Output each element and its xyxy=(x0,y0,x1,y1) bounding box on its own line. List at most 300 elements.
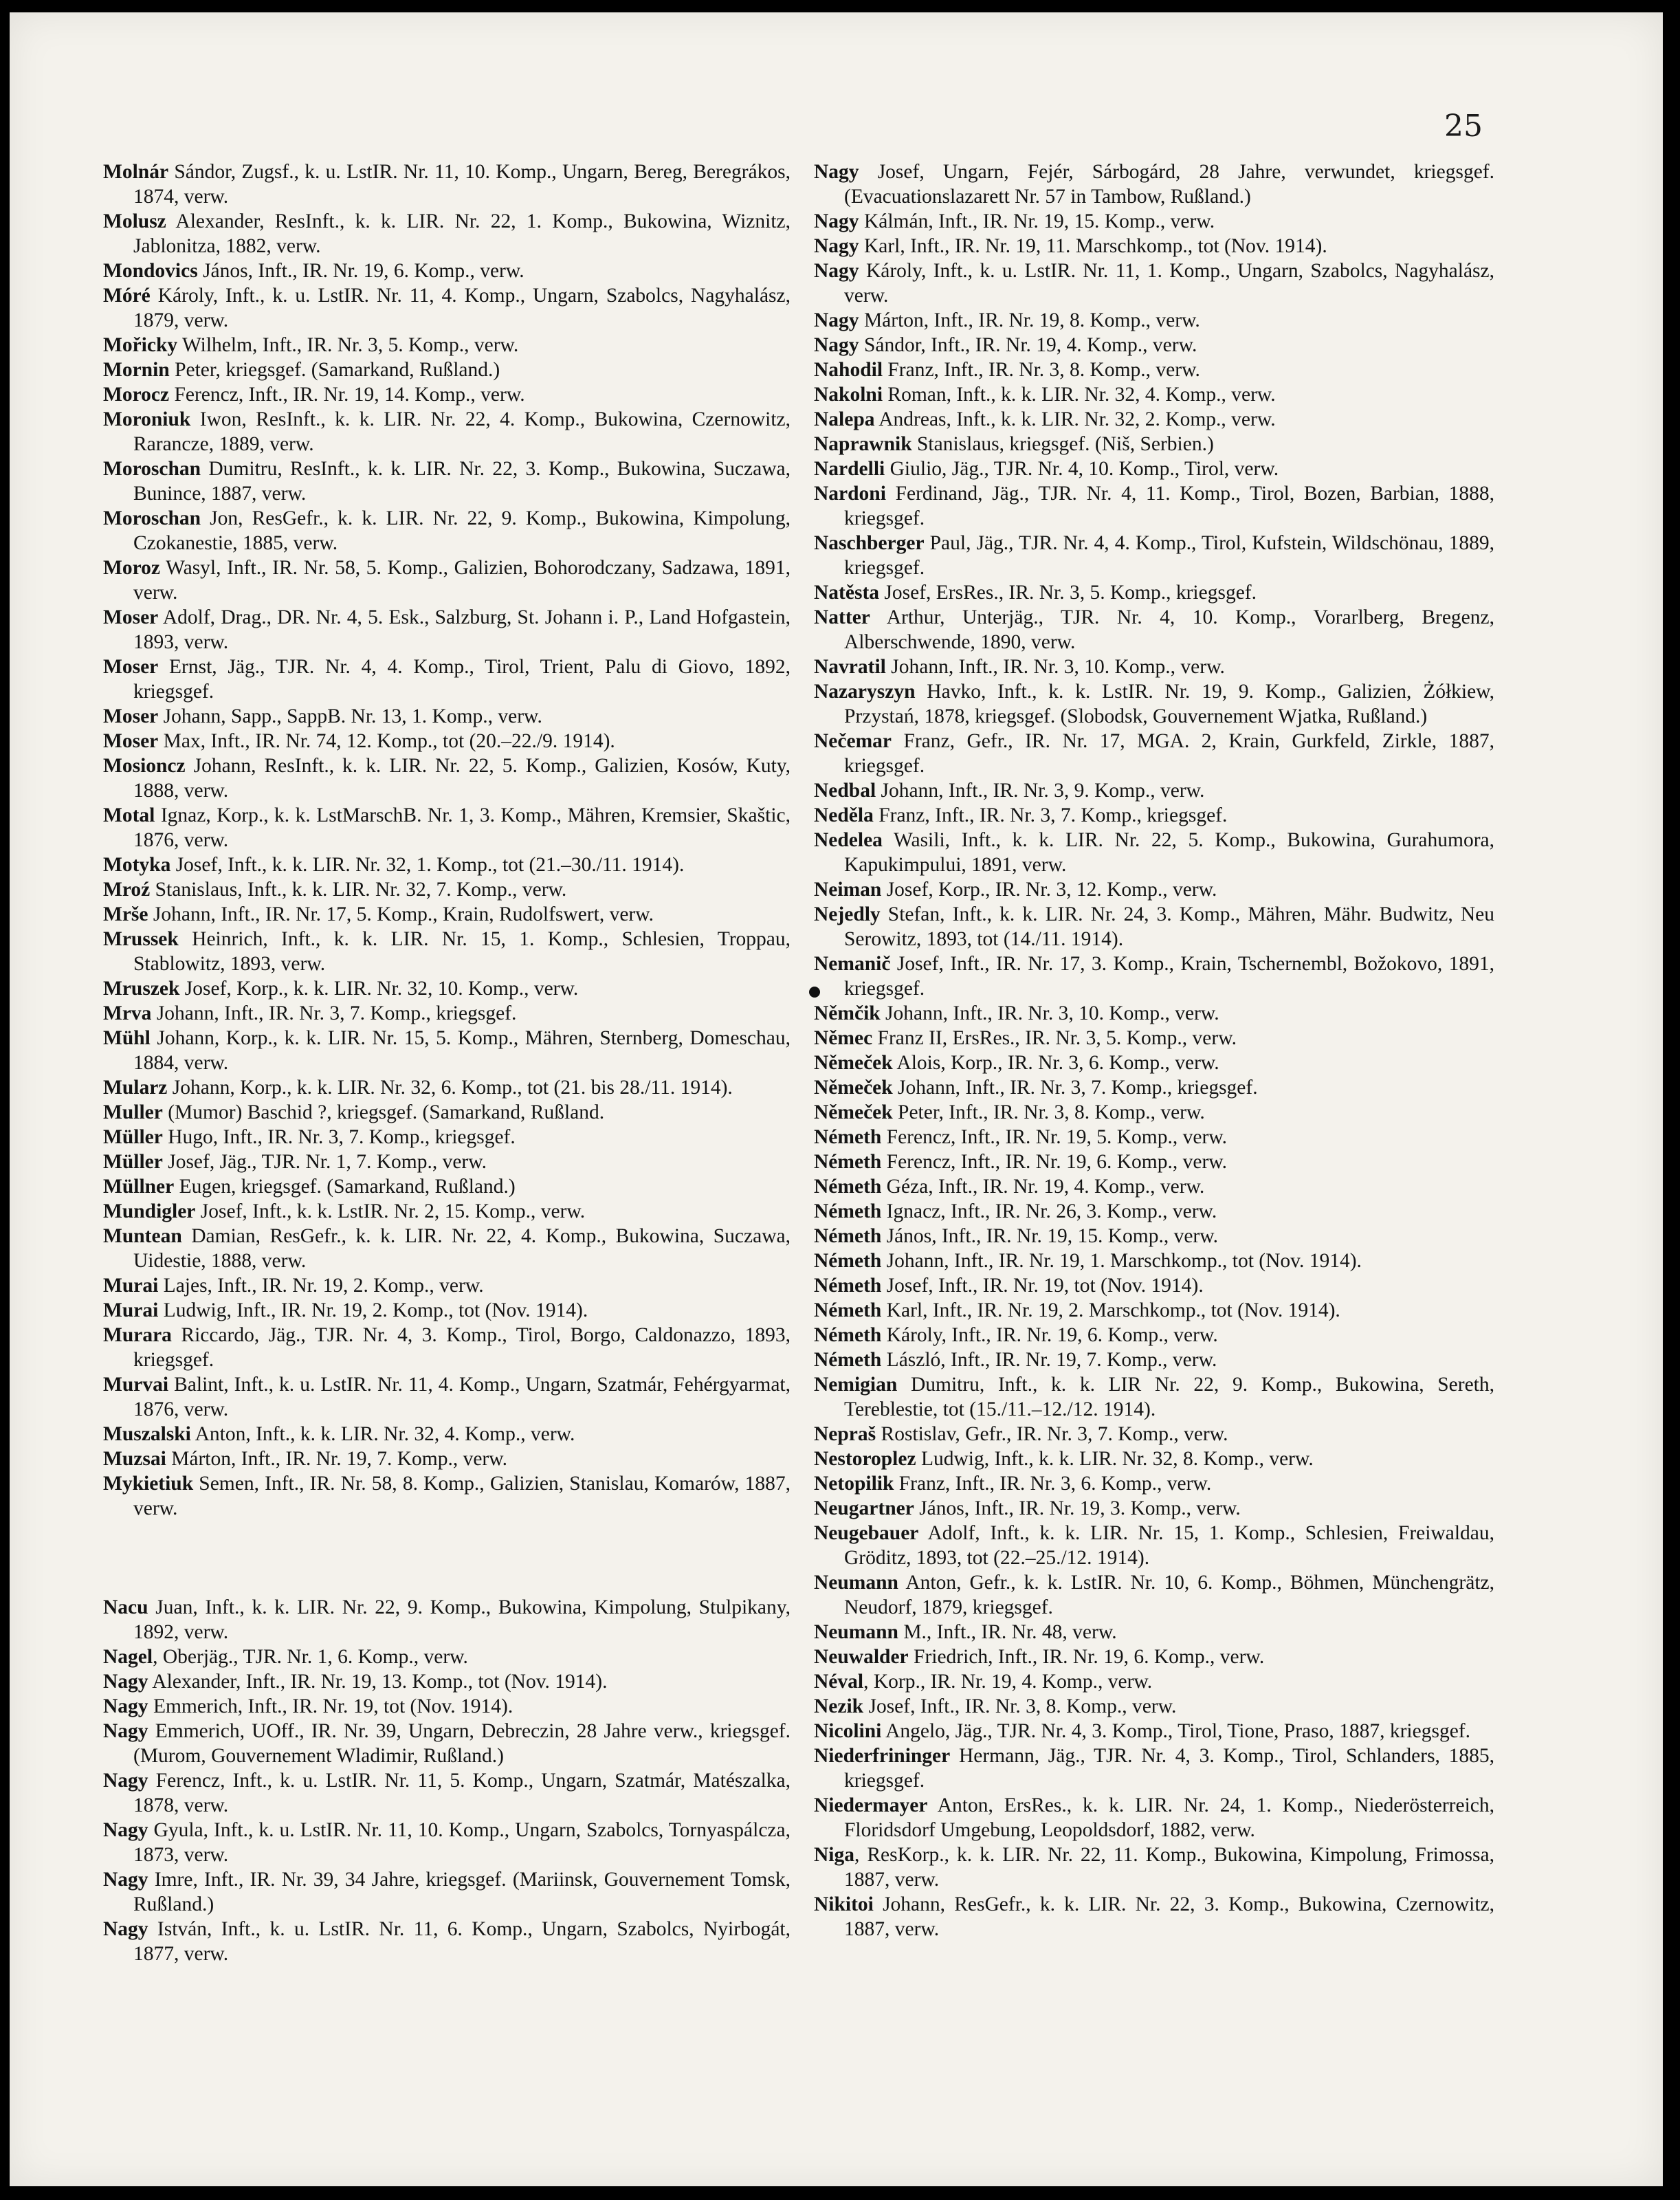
register-entry xyxy=(103,1595,791,1644)
entry-surname: Murai xyxy=(103,1299,159,1321)
entry-surname: Muntean xyxy=(103,1225,182,1247)
register-entry xyxy=(103,1199,791,1224)
entry-surname: Nečemar xyxy=(814,730,892,752)
register-entry xyxy=(814,258,1494,308)
entry-surname: Moroniuk xyxy=(103,408,191,430)
register-entry xyxy=(814,1842,1494,1892)
entry-details: Kálmán, Inft., IR. Nr. 19, 15. Komp., verw. xyxy=(859,210,1215,232)
entry-surname: Netopilik xyxy=(814,1473,894,1495)
entry-surname: Németh xyxy=(814,1299,882,1321)
entry-details: Hugo, Inft., IR. Nr. 3, 7. Komp., kriegsgef. xyxy=(162,1126,516,1148)
entry-surname: Neugartner xyxy=(814,1497,914,1519)
register-entry xyxy=(814,1174,1494,1199)
entry-surname: Nahodil xyxy=(814,359,883,381)
register-entry xyxy=(814,1125,1494,1150)
entry-surname: Mykietiuk xyxy=(103,1473,194,1495)
page-number: 25 xyxy=(1444,109,1483,144)
register-entry xyxy=(103,1818,791,1867)
register-entry xyxy=(103,852,791,877)
register-entry xyxy=(103,902,791,927)
register-entry xyxy=(103,754,791,803)
entry-surname: Nagy xyxy=(814,334,859,356)
register-entry xyxy=(103,1446,791,1471)
register-entry xyxy=(103,1100,791,1125)
register-entry xyxy=(103,1372,791,1422)
entry-surname: Nagy xyxy=(103,1695,148,1717)
entry-details: Adolf, Inft., k. k. LIR. Nr. 15, 1. Komp., Schlesien, Freiwaldau, Gröditz, 1893, tot (22.–25./12. 1914). xyxy=(844,1522,1494,1569)
entry-surname: Neumann xyxy=(814,1572,898,1594)
entry-surname: Niedermayer xyxy=(814,1794,928,1816)
register-entry xyxy=(814,580,1494,605)
register-entry xyxy=(814,679,1494,729)
entry-details: Josef, Korp., IR. Nr. 3, 12. Komp., verw. xyxy=(881,879,1217,901)
entry-details: Johann, ResGefr., k. k. LIR. Nr. 22, 3. Komp., Bukowina, Czernowitz, 1887, verw. xyxy=(844,1893,1494,1940)
entry-details: Karl, Inft., IR. Nr. 19, 2. Marschkomp., tot (Nov. 1914). xyxy=(881,1299,1340,1321)
entry-surname: Németh xyxy=(814,1225,882,1247)
entry-surname: Nedelea xyxy=(814,829,883,851)
entry-surname: Mondovics xyxy=(103,260,198,282)
register-entry xyxy=(103,1224,791,1273)
register-entry xyxy=(103,456,791,506)
entry-surname: Nagy xyxy=(814,260,859,282)
entry-details: János, Inft., IR. Nr. 19, 3. Komp., verw. xyxy=(914,1497,1241,1519)
register-entry xyxy=(103,704,791,729)
entry-details: Josef, Inft., IR. Nr. 17, 3. Komp., Krain, Tschernembl, Božokovo, 1891, kriegsgef. xyxy=(844,953,1494,1000)
entry-details: Josef, Korp., k. k. LIR. Nr. 32, 10. Komp., verw. xyxy=(179,978,579,1000)
entry-surname: Neuwalder xyxy=(814,1646,909,1668)
entry-details: M., Inft., IR. Nr. 48, verw. xyxy=(898,1621,1117,1643)
left-column xyxy=(103,160,791,1966)
entry-surname: Mundigler xyxy=(103,1200,196,1222)
entry-details: Alexander, ResInft., k. k. LIR. Nr. 22, 1. Komp., Bukowina, Wiznitz, Jablonitza, 1882, verw. xyxy=(133,210,791,257)
entry-details: Stanislaus, Inft., k. k. LIR. Nr. 32, 7. Komp., verw. xyxy=(150,879,567,901)
register-entry xyxy=(103,1471,791,1521)
entry-details: Johann, Inft., IR. Nr. 19, 1. Marschkomp., tot (Nov. 1914). xyxy=(881,1250,1362,1272)
register-entry xyxy=(814,432,1494,456)
entry-surname: Németh xyxy=(814,1200,882,1222)
entry-details: Iwon, ResInft., k. k. LIR. Nr. 22, 4. Komp., Bukowina, Czernowitz, Rarancze, 1889, verw. xyxy=(133,408,791,455)
register-entry xyxy=(814,729,1494,778)
entry-details: Ignacz, Inft., IR. Nr. 26, 3. Komp., verw. xyxy=(881,1200,1217,1222)
register-entry xyxy=(103,1422,791,1446)
entry-surname: Němeček xyxy=(814,1052,893,1074)
entry-details: Johann, Korp., k. k. LIR. Nr. 15, 5. Komp., Mähren, Sternberg, Domeschau, 1884, verw. xyxy=(133,1027,791,1074)
register-entry xyxy=(814,308,1494,333)
entry-surname: Németh xyxy=(814,1151,882,1173)
register-entry xyxy=(103,209,791,258)
entry-details: Roman, Inft., k. k. LIR. Nr. 32, 4. Komp., verw. xyxy=(883,384,1276,406)
entry-details: Franz, Inft., IR. Nr. 3, 7. Komp., kriegsgef. xyxy=(873,804,1228,826)
entry-surname: Nagy xyxy=(103,1918,148,1940)
document-page xyxy=(10,12,1663,2186)
entry-surname: Nezik xyxy=(814,1695,864,1717)
entry-surname: Németh xyxy=(814,1349,882,1371)
entry-details: (Mumor) Baschid ?, kriegsgef. (Samarkand, Rußland. xyxy=(162,1101,605,1123)
entry-surname: Nejedly xyxy=(814,903,881,925)
entry-details: , ResKorp., k. k. LIR. Nr. 22, 11. Komp., Bukowina, Kimpolung, Frimossa, 1887, verw. xyxy=(844,1844,1494,1891)
register-entry xyxy=(814,456,1494,481)
entry-details: János, Inft., IR. Nr. 19, 6. Komp., verw. xyxy=(197,260,524,282)
entry-surname: Naprawnik xyxy=(814,433,912,455)
entry-surname: Németh xyxy=(814,1250,882,1272)
entry-surname: Nepraš xyxy=(814,1423,876,1445)
entry-surname: Murai xyxy=(103,1275,159,1297)
entry-details: Damian, ResGefr., k. k. LIR. Nr. 22, 4. Komp., Bukowina, Suczawa, Uidestie, 1888, verw. xyxy=(133,1225,791,1272)
register-entry xyxy=(814,1372,1494,1422)
register-entry xyxy=(814,1892,1494,1942)
register-entry xyxy=(103,1150,791,1174)
register-entry xyxy=(103,283,791,333)
entry-details: Ferencz, Inft., IR. Nr. 19, 5. Komp., verw. xyxy=(881,1126,1228,1148)
register-entry xyxy=(814,1719,1494,1744)
entry-details: Alois, Korp., IR. Nr. 3, 6. Komp., verw. xyxy=(892,1052,1219,1074)
register-entry xyxy=(103,333,791,358)
entry-details: Károly, Inft., k. u. LstIR. Nr. 11, 1. Komp., Ungarn, Szabolcs, Nagyhalász, verw. xyxy=(844,260,1494,307)
entry-surname: Moser xyxy=(103,656,159,678)
entry-surname: Mořicky xyxy=(103,334,178,356)
entry-details: Giulio, Jäg., TJR. Nr. 4, 10. Komp., Tirol, verw. xyxy=(885,458,1279,480)
entry-surname: Němeček xyxy=(814,1101,893,1123)
entry-details: Johann, Sapp., SappB. Nr. 13, 1. Komp., verw. xyxy=(158,705,542,727)
entry-surname: Mühl xyxy=(103,1027,151,1049)
entry-details: Wasili, Inft., k. k. LIR. Nr. 22, 5. Komp., Bukowina, Gurahumora, Kapukimpului, 1891, verw. xyxy=(844,829,1494,876)
entry-details: Johann, Inft., IR. Nr. 3, 9. Komp., verw. xyxy=(876,780,1205,802)
register-entry xyxy=(103,976,791,1001)
entry-details: Lajes, Inft., IR. Nr. 19, 2. Komp., verw. xyxy=(158,1275,484,1297)
register-entry xyxy=(814,1323,1494,1348)
entry-surname: Nardelli xyxy=(814,458,885,480)
entry-surname: Mrussek xyxy=(103,928,179,950)
left-entries-m xyxy=(103,160,791,1521)
entry-details: Josef, Inft., k. k. LstIR. Nr. 2, 15. Komp., verw. xyxy=(195,1200,586,1222)
entry-details: Stanislaus, kriegsgef. (Niš, Serbien.) xyxy=(911,433,1214,455)
entry-details: Johann, Inft., IR. Nr. 3, 7. Komp., kriegsgef. xyxy=(151,1002,517,1024)
entry-surname: Moroschan xyxy=(103,458,201,480)
entry-details: Ferencz, Inft., IR. Nr. 19, 14. Komp., verw. xyxy=(169,384,525,406)
entry-surname: Mruszek xyxy=(103,978,180,1000)
entry-details: Károly, Inft., k. u. LstIR. Nr. 11, 4. Komp., Ungarn, Szabolcs, Nagyhalász, 1879, verw. xyxy=(133,285,791,331)
register-entry xyxy=(103,1075,791,1100)
entry-details: Emmerich, UOff., IR. Nr. 39, Ungarn, Debreczin, 28 Jahre verw., kriegsgef. (Murom, Gouvernement Wladimir, Rußland.) xyxy=(133,1720,791,1767)
entry-details: Josef, Ungarn, Fejér, Sárbogárd, 28 Jahre, verwundet, kriegsgef. (Evacuationslazarett Nr. 57 in Tambow, Rußland.) xyxy=(844,161,1494,208)
register-entry xyxy=(814,1298,1494,1323)
register-entry xyxy=(814,778,1494,803)
entry-details: Max, Inft., IR. Nr. 74, 12. Komp., tot (20.–22./9. 1914). xyxy=(158,730,615,752)
register-entry xyxy=(103,407,791,456)
entry-surname: Mornin xyxy=(103,359,170,381)
entry-surname: Murara xyxy=(103,1324,172,1346)
entry-details: Eugen, kriegsgef. (Samarkand, Rußland.) xyxy=(174,1176,516,1198)
entry-surname: Müllner xyxy=(103,1176,175,1198)
register-entry xyxy=(103,1644,791,1669)
entry-surname: Németh xyxy=(814,1324,882,1346)
entry-surname: Nardoni xyxy=(814,483,886,505)
entry-details: Peter, Inft., IR. Nr. 3, 8. Komp., verw. xyxy=(892,1101,1205,1123)
register-entry xyxy=(814,1570,1494,1620)
entry-surname: Nedbal xyxy=(814,780,876,802)
entry-details: Johann, Inft., IR. Nr. 3, 7. Komp., kriegsgef. xyxy=(892,1077,1258,1099)
entry-surname: Mroź xyxy=(103,879,151,901)
section-gap xyxy=(103,1521,791,1595)
entry-details: Adolf, Drag., DR. Nr. 4, 5. Esk., Salzburg, St. Johann i. P., Land Hofgastein, 1893, verw. xyxy=(133,606,791,653)
entry-surname: Neugebauer xyxy=(814,1522,919,1544)
entry-details: Ludwig, Inft., k. k. LIR. Nr. 32, 8. Komp., verw. xyxy=(916,1448,1314,1470)
entry-surname: Neumann xyxy=(814,1621,898,1643)
entry-details: Franz, Inft., IR. Nr. 3, 6. Komp., verw. xyxy=(894,1473,1212,1495)
entry-surname: Németh xyxy=(814,1176,882,1198)
register-entry xyxy=(814,160,1494,209)
entry-surname: Niga xyxy=(814,1844,854,1866)
entry-details: Ferencz, Inft., IR. Nr. 19, 6. Komp., verw. xyxy=(881,1151,1228,1173)
entry-surname: Nagy xyxy=(814,309,859,331)
entry-surname: Nagy xyxy=(103,1770,148,1792)
entry-details: Anton, Inft., k. k. LIR. Nr. 32, 4. Komp., verw. xyxy=(190,1423,575,1445)
register-entry xyxy=(814,209,1494,234)
entry-surname: Muzsai xyxy=(103,1448,166,1470)
entry-surname: Motyka xyxy=(103,854,171,876)
register-entry xyxy=(814,952,1494,1001)
entry-surname: Moroz xyxy=(103,557,160,579)
entry-details: Rostislav, Gefr., IR. Nr. 3, 7. Komp., verw. xyxy=(876,1423,1228,1445)
right-entries-n xyxy=(814,160,1494,1942)
entry-surname: Németh xyxy=(814,1126,882,1148)
register-entry xyxy=(814,1199,1494,1224)
entry-details: Márton, Inft., IR. Nr. 19, 8. Komp., verw. xyxy=(859,309,1200,331)
register-entry xyxy=(814,1001,1494,1026)
entry-surname: Moser xyxy=(103,705,159,727)
entry-details: Riccardo, Jäg., TJR. Nr. 4, 3. Komp., Tirol, Borgo, Caldonazzo, 1893, kriegsgef. xyxy=(133,1324,791,1371)
entry-surname: Molnár xyxy=(103,161,169,183)
register-entry xyxy=(103,1001,791,1026)
register-entry xyxy=(814,1248,1494,1273)
entry-surname: Naschberger xyxy=(814,532,925,554)
register-entry xyxy=(814,1050,1494,1075)
register-entry xyxy=(814,1744,1494,1793)
entry-details: Dumitru, Inft., k. k. LIR Nr. 22, 9. Komp., Bukowina, Sereth, Tereblestie, tot (15./11.–12./12. 1914). xyxy=(844,1374,1494,1420)
register-entry xyxy=(814,333,1494,358)
entry-details: Johann, Inft., IR. Nr. 3, 10. Komp., verw. xyxy=(880,1002,1219,1024)
entry-details: Juan, Inft., k. k. LIR. Nr. 22, 9. Komp., Bukowina, Kimpolung, Stulpikany, 1892, verw. xyxy=(133,1596,791,1643)
entry-details: Josef, Inft., IR. Nr. 3, 8. Komp., verw. xyxy=(863,1695,1177,1717)
entry-surname: Nagy xyxy=(103,1720,148,1742)
entry-details: Márton, Inft., IR. Nr. 19, 7. Komp., verw. xyxy=(166,1448,508,1470)
entry-details: Johann, Inft., IR. Nr. 3, 10. Komp., verw. xyxy=(885,656,1225,678)
entry-details: Wasyl, Inft., IR. Nr. 58, 5. Komp., Galizien, Bohorodczany, Sadzawa, 1891, verw. xyxy=(133,557,791,604)
entry-details: , Korp., IR. Nr. 19, 4. Komp., verw. xyxy=(863,1671,1153,1693)
register-entry xyxy=(814,654,1494,679)
entry-details: Ferencz, Inft., k. u. LstIR. Nr. 11, 5. Komp., Ungarn, Szatmár, Matészalka, 1878, verw. xyxy=(133,1770,791,1816)
entry-surname: Nemigian xyxy=(814,1374,898,1396)
entry-details: Anton, ErsRes., k. k. LIR. Nr. 24, 1. Komp., Niederösterreich, Floridsdorf Umgebung, Leopoldsdorf, 1882, verw. xyxy=(844,1794,1494,1841)
register-entry xyxy=(103,556,791,605)
entry-surname: Neděla xyxy=(814,804,874,826)
entry-details: Károly, Inft., IR. Nr. 19, 6. Komp., verw. xyxy=(881,1324,1218,1346)
entry-surname: Nazaryszyn xyxy=(814,681,916,703)
register-entry xyxy=(103,1298,791,1323)
entry-details: Angelo, Jäg., TJR. Nr. 4, 3. Komp., Tirol, Tione, Praso, 1887, kriegsgef. xyxy=(881,1720,1470,1742)
entry-details: János, Inft., IR. Nr. 19, 15. Komp., verw. xyxy=(881,1225,1218,1247)
ink-dot-mark xyxy=(809,987,820,998)
entry-details: István, Inft., k. u. LstIR. Nr. 11, 6. Komp., Ungarn, Szabolcs, Nyirbogát, 1877, verw. xyxy=(133,1918,791,1965)
entry-details: Josef, Jäg., TJR. Nr. 1, 7. Komp., verw. xyxy=(162,1151,487,1173)
entry-surname: Mrva xyxy=(103,1002,152,1024)
entry-surname: Németh xyxy=(814,1275,882,1297)
entry-details: Karl, Inft., IR. Nr. 19, 11. Marschkomp., tot (Nov. 1914). xyxy=(859,235,1327,257)
entry-details: Josef, ErsRes., IR. Nr. 3, 5. Komp., kriegsgef. xyxy=(879,582,1257,604)
register-entry xyxy=(814,902,1494,952)
entry-details: Heinrich, Inft., k. k. LIR. Nr. 15, 1. Komp., Schlesien, Troppau, Stablowitz, 1893, verw. xyxy=(133,928,791,975)
register-entry xyxy=(814,1273,1494,1298)
entry-details: Gyula, Inft., k. u. LstIR. Nr. 11, 10. Komp., Ungarn, Szabolcs, Tornyaspálcza, 1873, verw. xyxy=(133,1819,791,1866)
register-entry xyxy=(103,382,791,407)
entry-details: Friedrich, Inft., IR. Nr. 19, 6. Komp., verw. xyxy=(908,1646,1265,1668)
entry-surname: Nagy xyxy=(103,1819,148,1841)
entry-details: Emmerich, Inft., IR. Nr. 19, tot (Nov. 1914). xyxy=(148,1695,513,1717)
register-entry xyxy=(814,1075,1494,1100)
entry-details: Ernst, Jäg., TJR. Nr. 4, 4. Komp., Tirol, Trient, Palu di Giovo, 1892, kriegsgef. xyxy=(133,656,791,703)
register-entry xyxy=(814,531,1494,580)
register-entry xyxy=(814,1224,1494,1248)
register-entry xyxy=(814,234,1494,258)
entry-surname: Muller xyxy=(103,1101,163,1123)
entry-details: Alexander, Inft., IR. Nr. 19, 13. Komp., tot (Nov. 1914). xyxy=(148,1671,608,1693)
register-entry xyxy=(814,1793,1494,1842)
entry-details: Hermann, Jäg., TJR. Nr. 4, 3. Komp., Tirol, Schlanders, 1885, kriegsgef. xyxy=(844,1745,1494,1792)
entry-details: Ludwig, Inft., IR. Nr. 19, 2. Komp., tot (Nov. 1914). xyxy=(158,1299,588,1321)
entry-surname: Móré xyxy=(103,285,151,307)
entry-surname: Nicolini xyxy=(814,1720,882,1742)
entry-surname: Nikitoi xyxy=(814,1893,874,1915)
register-entry xyxy=(103,1174,791,1199)
register-entry xyxy=(103,1867,791,1917)
register-entry xyxy=(103,729,791,754)
entry-surname: Mrše xyxy=(103,903,148,925)
entry-surname: Nagy xyxy=(814,235,859,257)
entry-details: Anton, Gefr., k. k. LstIR. Nr. 10, 6. Komp., Böhmen, Münchengrätz, Neudorf, 1879, kriegsgef. xyxy=(844,1572,1494,1618)
register-entry xyxy=(103,1323,791,1372)
entry-surname: Molusz xyxy=(103,210,166,232)
register-entry xyxy=(814,1471,1494,1496)
entry-surname: Motal xyxy=(103,804,155,826)
register-entry xyxy=(814,877,1494,902)
entry-details: Josef, Inft., k. k. LIR. Nr. 32, 1. Komp., tot (21.–30./11. 1914). xyxy=(170,854,685,876)
register-entry xyxy=(103,1026,791,1075)
register-entry xyxy=(103,927,791,976)
entry-details: Sándor, Inft., IR. Nr. 19, 4. Komp., verw. xyxy=(859,334,1197,356)
register-entry xyxy=(814,1521,1494,1570)
entry-surname: Müller xyxy=(103,1151,163,1173)
register-entry xyxy=(103,803,791,852)
entry-surname: Nagy xyxy=(103,1869,148,1891)
register-entry xyxy=(814,1496,1494,1521)
entry-details: Johann, Inft., IR. Nr. 17, 5. Komp., Krain, Rudolfswert, verw. xyxy=(148,903,654,925)
entry-surname: Néval xyxy=(814,1671,864,1693)
entry-details: Havko, Inft., k. k. LstIR. Nr. 19, 9. Komp., Galizien, Żółkiew, Przystań, 1878, kriegsgef. (Slobodsk, Gouvernement Wjatka, Rußland.) xyxy=(844,681,1494,727)
entry-details: Sándor, Zugsf., k. u. LstIR. Nr. 11, 10. Komp., Ungarn, Bereg, Beregrákos, 1874, verw. xyxy=(133,161,791,208)
entry-surname: Morocz xyxy=(103,384,170,406)
register-entry xyxy=(814,1026,1494,1050)
register-entry xyxy=(814,803,1494,828)
register-entry xyxy=(814,1348,1494,1372)
entry-surname: Nalepa xyxy=(814,408,875,430)
entry-details: Johann, ResInft., k. k. LIR. Nr. 22, 5. Komp., Galizien, Kosów, Kuty, 1888, verw. xyxy=(133,755,791,802)
entry-surname: Nagy xyxy=(814,210,859,232)
entry-surname: Nakolni xyxy=(814,384,883,406)
register-entry xyxy=(814,407,1494,432)
entry-details: Peter, kriegsgef. (Samarkand, Rußland.) xyxy=(169,359,500,381)
entry-surname: Němčik xyxy=(814,1002,881,1024)
entry-details: László, Inft., IR. Nr. 19, 7. Komp., verw. xyxy=(881,1349,1217,1371)
entry-details: Semen, Inft., IR. Nr. 58, 8. Komp., Galizien, Stanislau, Komarów, 1887, verw. xyxy=(133,1473,791,1519)
register-entry xyxy=(814,358,1494,382)
entry-details: Imre, Inft., IR. Nr. 39, 34 Jahre, kriegsgef. (Mariinsk, Gouvernement Tomsk, Rußland.) xyxy=(133,1869,791,1915)
entry-surname: Nagel xyxy=(103,1646,153,1668)
entry-surname: Nagy xyxy=(103,1671,148,1693)
register-entry xyxy=(103,1273,791,1298)
entry-details: Balint, Inft., k. u. LstIR. Nr. 11, 4. Komp., Ungarn, Szatmár, Fehérgyarmat, 1876, verw. xyxy=(133,1374,791,1420)
entry-details: Géza, Inft., IR. Nr. 19, 4. Komp., verw. xyxy=(881,1176,1205,1198)
register-entry xyxy=(103,358,791,382)
entry-details: Ferdinand, Jäg., TJR. Nr. 4, 11. Komp., Tirol, Bozen, Barbian, 1888, kriegsgef. xyxy=(844,483,1494,529)
register-entry xyxy=(814,1620,1494,1644)
entry-surname: Moser xyxy=(103,730,159,752)
entry-details: Wilhelm, Inft., IR. Nr. 3, 5. Komp., verw. xyxy=(177,334,519,356)
register-entry xyxy=(103,506,791,556)
entry-surname: Navratil xyxy=(814,656,886,678)
entry-details: Paul, Jäg., TJR. Nr. 4, 4. Komp., Tirol, Kufstein, Wildschönau, 1889, kriegsgef. xyxy=(844,532,1494,579)
entry-details: Johann, Korp., k. k. LIR. Nr. 32, 6. Komp., tot (21. bis 28./11. 1914). xyxy=(167,1077,733,1099)
left-entries-n xyxy=(103,1595,791,1966)
register-entry xyxy=(103,1719,791,1768)
entry-surname: Nestoroplez xyxy=(814,1448,916,1470)
entry-surname: Nagy xyxy=(814,161,859,183)
entry-surname: Moroschan xyxy=(103,507,201,529)
right-column xyxy=(814,160,1494,1942)
entry-surname: Němeček xyxy=(814,1077,893,1099)
entry-details: Stefan, Inft., k. k. LIR. Nr. 24, 3. Komp., Mähren, Mähr. Budwitz, Neu Serowitz, 1893, tot (14./11. 1914). xyxy=(844,903,1494,950)
register-entry xyxy=(103,160,791,209)
register-entry xyxy=(814,481,1494,531)
register-entry xyxy=(103,1917,791,1966)
entry-surname: Mularz xyxy=(103,1077,168,1099)
entry-details: Franz II, ErsRes., IR. Nr. 3, 5. Komp., verw. xyxy=(872,1027,1237,1049)
entry-details: Franz, Inft., IR. Nr. 3, 8. Komp., verw. xyxy=(883,359,1200,381)
register-entry xyxy=(103,1125,791,1150)
entry-details: Jon, ResGefr., k. k. LIR. Nr. 22, 9. Komp., Bukowina, Kimpolung, Czokanestie, 1885, verw. xyxy=(133,507,791,554)
entry-surname: Němec xyxy=(814,1027,873,1049)
register-entry xyxy=(814,382,1494,407)
entry-details: Andreas, Inft., k. k. LIR. Nr. 32, 2. Komp., verw. xyxy=(874,408,1276,430)
register-entry xyxy=(814,1694,1494,1719)
entry-details: Ignaz, Korp., k. k. LstMarschB. Nr. 1, 3. Komp., Mähren, Kremsier, Skaštic, 1876, verw. xyxy=(133,804,791,851)
register-entry xyxy=(814,1422,1494,1446)
entry-details: Dumitru, ResInft., k. k. LIR. Nr. 22, 3. Komp., Bukowina, Suczawa, Bunince, 1887, verw. xyxy=(133,458,791,505)
register-entry xyxy=(103,1694,791,1719)
register-entry xyxy=(814,1669,1494,1694)
register-entry xyxy=(103,654,791,704)
entry-details: Franz, Gefr., IR. Nr. 17, MGA. 2, Krain, Gurkfeld, Zirkle, 1887, kriegsgef. xyxy=(844,730,1494,777)
register-entry xyxy=(814,605,1494,654)
register-entry xyxy=(814,828,1494,877)
entry-surname: Natěsta xyxy=(814,582,880,604)
entry-surname: Muszalski xyxy=(103,1423,191,1445)
entry-surname: Natter xyxy=(814,606,870,628)
entry-surname: Niederfrininger xyxy=(814,1745,951,1767)
entry-surname: Neiman xyxy=(814,879,882,901)
entry-surname: Nacu xyxy=(103,1596,148,1618)
register-entry xyxy=(103,877,791,902)
register-entry xyxy=(103,258,791,283)
